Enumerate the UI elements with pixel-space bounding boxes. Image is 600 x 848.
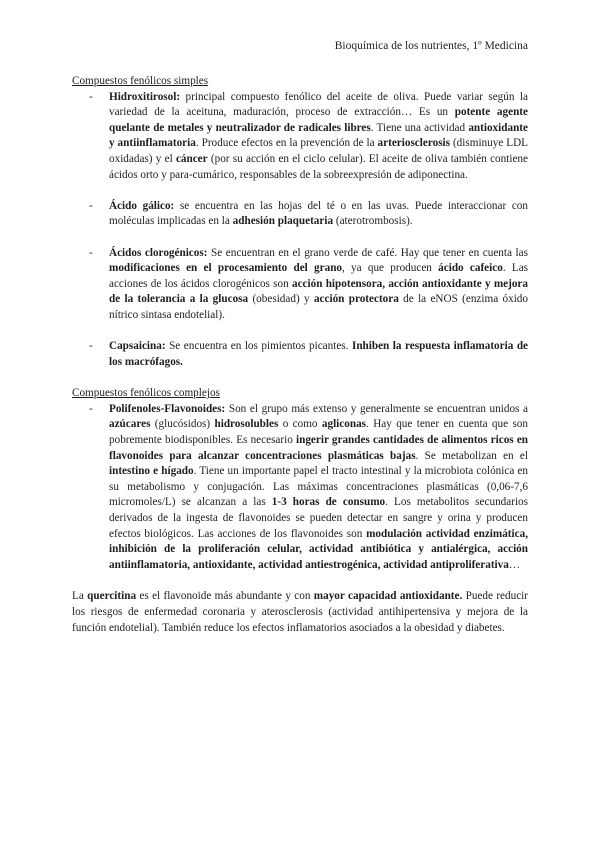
text-run: La xyxy=(72,590,88,603)
text-run: Puede reducir los riesgos de enfermedad coronaria y aterosclerosis (actividad antihipertensiva y mejora de la función endotelial). También reduce los efectos inflamatorios asociados a la obesidad y diabetes. xyxy=(72,590,528,634)
text-run: . Los metabolitos secundarios derivados de la ingesta de flavonoides se pueden detectar en sangre y orina y producen efectos biológicos. Las acciones de los flavonoides son xyxy=(109,496,528,540)
text-run: Se encuentran en el grano verde de café. Hay que tener en cuenta las xyxy=(207,246,528,259)
text-run: . Hay que tener en cuenta que son pobremente biodisponibles. Es necesario xyxy=(109,418,528,447)
text-run: Son el grupo más extenso y generalmente se encuentran unidos a xyxy=(225,402,528,415)
bold-text: intestino e hígado xyxy=(109,465,194,478)
text-run: (obesidad) y xyxy=(248,293,314,306)
bold-text: hidrosolubles xyxy=(214,418,279,431)
document-body xyxy=(72,74,528,636)
bold-text: Ácidos clorogénicos: xyxy=(109,246,208,259)
section-title-complex: Compuestos fenólicos complejos xyxy=(72,387,220,400)
bold-text: cáncer xyxy=(175,152,208,165)
bold-text: modificaciones en el procesamiento del grano xyxy=(109,262,343,275)
text-run: . Tiene una actividad xyxy=(370,121,469,134)
bold-text: potente agente quelante de metales y neutralizador de radicales libres xyxy=(109,106,528,134)
text-run: o como xyxy=(278,418,322,431)
text-run: (glucósidos) xyxy=(150,418,215,431)
bold-text: Inhiben la respuesta inflamatoria de los macrófagos. xyxy=(109,340,529,368)
bold-text: 1-3 horas de consumo xyxy=(271,496,386,509)
bold-text: adhesión plaquetaria xyxy=(232,215,334,228)
list-item xyxy=(72,402,528,574)
text-run: (por su acción en el ciclo celular). El aceite de oliva también contiene ácidos orto y para-cumárico, responsables de la sobreexpresión de adiponectina. xyxy=(109,152,528,181)
text-run: , ya que producen xyxy=(342,262,439,275)
bold-text: Hidroxitirosol: xyxy=(109,90,181,103)
bold-text: Polifenoles-Flavonoides: xyxy=(109,402,226,415)
bold-text: modulación actividad enzimática, inhibición de la proliferación celular, actividad antibiótica y antialérgica, acción antiinflamatoria, antioxidante, actividad antiestrogénica, actividad antiproliferativa xyxy=(109,527,528,571)
bold-text: agliconas xyxy=(321,418,367,431)
section-title-simple: Compuestos fenólicos simples xyxy=(72,75,209,87)
list-item xyxy=(72,246,528,324)
complex-phenolics-list xyxy=(72,402,528,574)
quercitina-paragraph xyxy=(72,589,528,636)
text-run: . Produce efectos en la prevención de la xyxy=(195,137,378,150)
text-run: Se encuentra en los pimientos picantes. xyxy=(165,340,352,353)
page-header: Bioquímica de los nutrientes, 1º Medicina xyxy=(334,40,528,52)
text-run: (aterotrombosis). xyxy=(333,215,413,228)
bold-text: Capsaicina: xyxy=(109,340,166,353)
list-item xyxy=(72,199,528,230)
text-run: . Se metabolizan en el xyxy=(415,449,528,462)
bold-text: arteriosclerosis xyxy=(377,137,451,150)
bold-text: acción protectora xyxy=(313,293,399,306)
text-run: . Tiene un importante papel el tracto intestinal y la microbiota colónica en su metabolismo y conjugación. Las máximas concentraciones plasmáticas (0,06-7,6 micromoles/L) se alcanzan a las xyxy=(109,465,528,509)
simple-phenolics-list xyxy=(72,90,528,371)
text-run: se encuentra en las hojas del té o en las uvas. Puede interaccionar con moléculas implicadas en la xyxy=(109,199,528,228)
bold-text: ingerir grandes cantidades de alimentos ricos en flavonoides para alcanzar concentraciones plasmáticas bajas xyxy=(109,434,529,462)
text-run: principal compuesto fenólico del aceite de oliva. Puede variar según la variedad de la aceituna, maduración, proceso de extracción… Es un xyxy=(109,90,528,119)
bold-text: azúcares xyxy=(109,418,151,431)
text-run: … xyxy=(508,558,521,571)
text-run: es el flavonoide más abundante y con xyxy=(136,590,314,603)
text-run: de la eNOS (enzima óxido nítrico sintasa endotelial). xyxy=(109,293,528,321)
text-run: . Las acciones de los ácidos clorogénicos son xyxy=(109,262,529,290)
bold-text: quercitina xyxy=(87,590,137,603)
list-item xyxy=(72,339,528,370)
list-item xyxy=(72,90,528,184)
bold-text: acción hipotensora, acción antioxidante y mejora de la tolerancia a la glucosa xyxy=(109,277,528,306)
bold-text: antioxidante y antiinflamatoria xyxy=(109,121,528,150)
text-run: (disminuye LDL oxidadas) y el xyxy=(109,137,528,165)
bold-text: mayor capacidad antioxidante. xyxy=(313,590,463,603)
bold-text: ácido cafeico xyxy=(438,262,503,275)
bold-text: Ácido gálico: xyxy=(109,199,175,212)
